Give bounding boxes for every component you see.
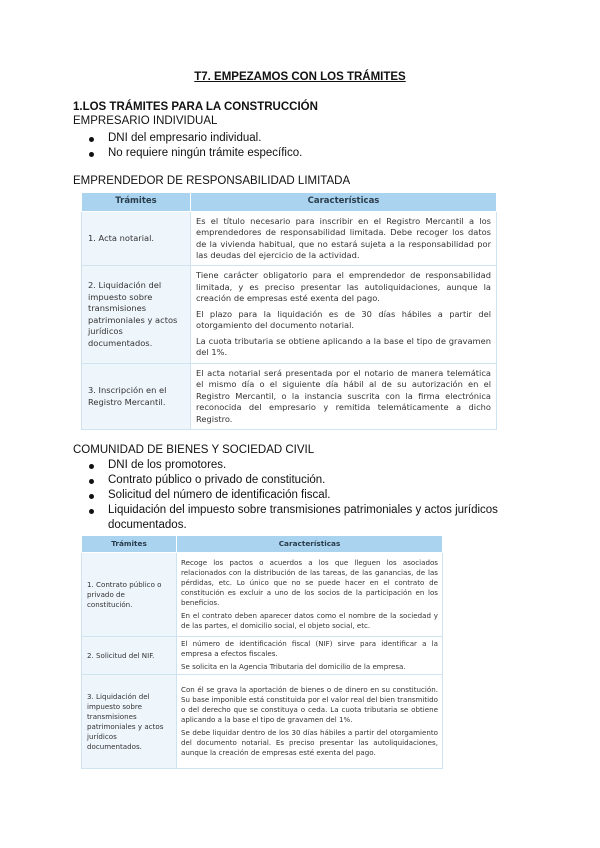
- caracteristicas-cell: Recoge los pactos o acuerdos a los que lleguen los asociados relacionados con la distribución de las tareas, de las ganancias, de las pérdidas, etc. Lo único que no se puede hacer en el contrato de constitución es excluir a uno de los socios de la participación en los beneficios. En el contrato deben aparecer datos como el nombre de la sociedad y de las partes, el domicilio social, el objeto social, etc.: [177, 553, 443, 637]
- tramite-cell: 3. Liquidación del impuesto sobre transmisiones patrimoniales y actos jurídicos documentados.: [82, 675, 177, 769]
- tramite-cell: 2. Liquidación del impuesto sobre transmisiones patrimoniales y actos jurídicos documentados.: [82, 266, 191, 364]
- bullet-icon: [89, 152, 94, 157]
- caracteristicas-cell: El acta notarial será presentada por el notario de manera telemática el mismo día o el siguiente día hábil al de su autorización en el Registro Mercantil, o la instancia suscrita con la firma electrónica reconocida del empresario y remitida telemáticamente a dicho Registro.: [191, 364, 497, 430]
- document-title: T7. EMPEZAMOS CON LOS TRÁMITES: [194, 71, 406, 83]
- column-header-tramites: Trámites: [82, 536, 177, 553]
- table-row: [82, 266, 497, 364]
- table-row: [82, 364, 497, 430]
- list-item: Contrato público o privado de constitución.: [73, 473, 543, 488]
- tramite-cell: 1. Acta notarial.: [82, 212, 191, 266]
- bullet-icon: [89, 464, 94, 469]
- subheading-empresario-individual: EMPRESARIO INDIVIDUAL: [73, 115, 218, 127]
- list-item: DNI del empresario individual.: [73, 131, 302, 146]
- bullet-list-individual: [73, 131, 302, 161]
- tramite-cell: 3. Inscripción en el Registro Mercantil.: [82, 364, 191, 430]
- list-item: Liquidación del impuesto sobre transmisiones patrimoniales y actos jurídicos documentados.: [73, 503, 543, 533]
- table-header-row: [82, 193, 497, 212]
- table-comunidad-bienes: [81, 535, 443, 769]
- table-responsabilidad-limitada: [81, 192, 497, 430]
- list-item: DNI de los promotores.: [73, 458, 543, 473]
- bullet-icon: [89, 137, 94, 142]
- bullet-icon: [89, 494, 94, 499]
- caracteristicas-cell: Tiene carácter obligatorio para el emprendedor de responsabilidad limitada, y es preciso presentar las autoliquidaciones, aunque la creación de empresas esté exenta del pago. El plazo para la liquidación es de 30 días hábiles a partir del otorgamiento del documento notarial. La cuota tributaria se obtiene aplicando a la base el tipo de gravamen del 1%.: [191, 266, 497, 364]
- subheading-responsabilidad-limitada: EMPRENDEDOR DE RESPONSABILIDAD LIMITADA: [73, 175, 351, 187]
- subheading-comunidad-bienes: COMUNIDAD DE BIENES Y SOCIEDAD CIVIL: [73, 444, 315, 456]
- tramite-cell: 1. Contrato público o privado de constitución.: [82, 553, 177, 637]
- bullet-icon: [89, 509, 94, 514]
- caracteristicas-cell: Con él se grava la aportación de bienes o de dinero en su constitución. Su base imponible está constituida por el valor real del bien transmitido o del derecho que se constituya o ceda. La cuota tributaria se obtiene aplicando a la base el tipo de gravamen del 1%. Se debe liquidar dentro de los 30 días hábiles a partir del otorgamiento del documento notarial. Es preciso presentar las autoliquidaciones, aunque la creación de empresas esté exenta del pago.: [177, 675, 443, 769]
- list-item: Solicitud del número de identificación fiscal.: [73, 488, 543, 503]
- table-header-row: [82, 536, 443, 553]
- section-heading: 1.LOS TRÁMITES PARA LA CONSTRUCCIÓN: [73, 101, 318, 113]
- bullet-list-comunidad: [73, 458, 543, 533]
- table-row: [82, 675, 443, 769]
- caracteristicas-cell: El número de identificación fiscal (NIF) sirve para identificar a la empresa a efectos fiscales. Se solicita en la Agencia Tributaria del domicilio de la empresa.: [177, 637, 443, 675]
- table-row: [82, 212, 497, 266]
- column-header-caracteristicas: Características: [191, 193, 497, 212]
- list-item: No requiere ningún trámite específico.: [73, 146, 302, 161]
- bullet-icon: [89, 479, 94, 484]
- caracteristicas-cell: Es el título necesario para inscribir en el Registro Mercantil a los emprendedores de responsabilidad limitada. Debe recoger los datos de la vivienda habitual, que no estará sujeta a la responsabilidad por las deudas del ejercicio de la actividad.: [191, 212, 497, 266]
- column-header-tramites: Trámites: [82, 193, 191, 212]
- column-header-caracteristicas: Características: [177, 536, 443, 553]
- table-row: [82, 637, 443, 675]
- tramite-cell: 2. Solicitud del NIF.: [82, 637, 177, 675]
- table-row: [82, 553, 443, 637]
